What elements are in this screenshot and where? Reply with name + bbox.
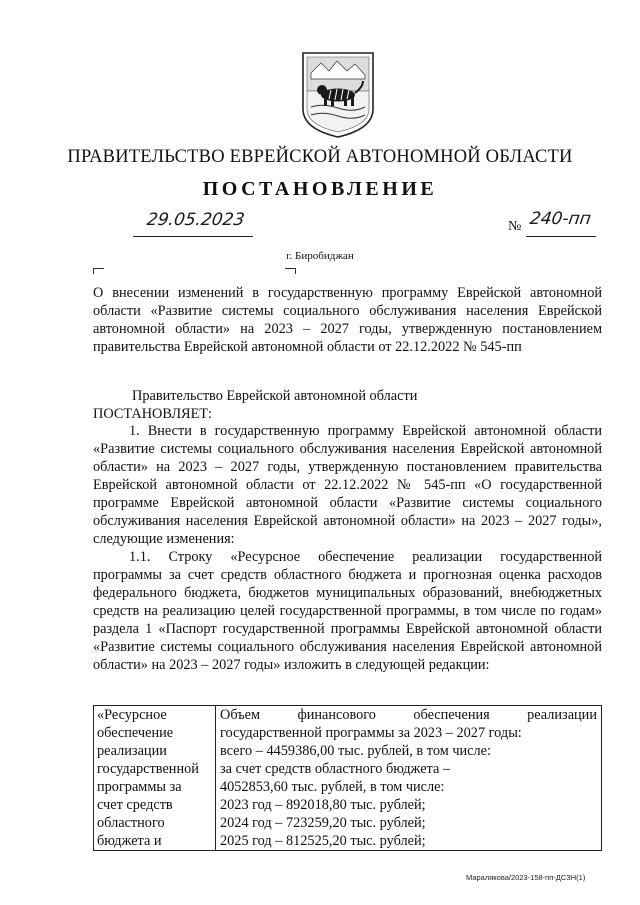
resource-table [93, 705, 602, 851]
bracket-left [93, 268, 104, 274]
table-left-line: счет средств [97, 797, 173, 813]
table-right-line: 4052853,60 тыс. рублей, в том числе: [220, 779, 445, 795]
date-handwritten: 29.05.2023 [145, 210, 246, 230]
date-field [133, 208, 253, 237]
table-cell-left [94, 706, 216, 851]
table-right-line: 2023 год – 892018,80 тыс. рублей; [220, 797, 426, 813]
preamble: Правительство Еврейской автономной области [132, 388, 418, 404]
decree-word: ПОСТАНОВЛЯЕТ: [93, 406, 213, 422]
table-right-line: за счет средств областного бюджета – [220, 761, 451, 777]
bracket-right [285, 268, 296, 274]
table-left-line: бюджета и [97, 833, 162, 849]
document-subject: О внесении изменений в государственную программу Еврейской автономной области «Развитие системы социального обслуживания населения Еврейской автономной области» на 2023 – 2027 годы, утвержденную постановлением правительства Еврейской автономной области от 22.12.2022 № 545-пп [93, 285, 602, 355]
number-handwritten: 240-пп [528, 209, 593, 229]
document-code: Маралякова/2023-158-пп-ДСЗН(1) [466, 873, 586, 882]
table-right-line: 2025 год – 812525,20 тыс. рублей; [220, 833, 426, 849]
table-right-line: всего – 4459386,00 тыс. рублей, в том числе: [220, 743, 491, 759]
table-right-line: Объем финансового обеспечения реализации государственной программы за 2023 – 2027 годы: [220, 707, 597, 741]
table-left-line: «Ресурсное [97, 707, 167, 723]
number-field [526, 208, 596, 237]
table-left-line: государственной [97, 761, 199, 777]
table-left-line: программы за [97, 779, 182, 795]
document-type: ПОСТАНОВЛЕНИЕ [202, 178, 438, 200]
number-label: № [508, 219, 522, 234]
document-body [93, 422, 602, 674]
table-left-line: областного [97, 815, 165, 831]
table-left-line: реализации [97, 743, 167, 759]
paragraph-item-1-1: 1.1. Строку «Ресурсное обеспечение реализации государственной программы за счет средств областного бюджета и прогнозная оценка расходов федерального бюджета, бюджетов муниципальных образований, внебюджетных средств на реализацию целей государственной программы, в том числе по годам» раздела 1 «Паспорт государственной программы Еврейской автономной области «Развитие системы социального обслуживания населения Еврейской автономной области» на 2023 – 2027 годы» изложить в следующей редакции: [93, 549, 602, 673]
coat-of-arms-emblem [301, 51, 375, 139]
paragraph-item-1: 1. Внести в государственную программу Еврейской автономной области «Развитие системы социального обслуживания населения Еврейской автономной области» на 2023 – 2027 годы, утвержденную постановлением правительства Еврейской автономной области от 22.12.2022 № 545-пп «О государственной программе Еврейской автономной области «Развитие системы социального обслуживания населения Еврейской автономной области» на 2023 – 2027 годы», следующие изменения: [93, 423, 602, 547]
table-right-line: 2024 год – 723259,20 тыс. рублей; [220, 815, 426, 831]
city-line: г. Биробиджан [286, 250, 354, 262]
table-row [94, 706, 602, 851]
table-left-line: обеспечение [97, 725, 174, 741]
government-title: ПРАВИТЕЛЬСТВО ЕВРЕЙСКОЙ АВТОНОМНОЙ ОБЛАСТИ [67, 147, 573, 167]
table-cell-right [216, 706, 602, 851]
